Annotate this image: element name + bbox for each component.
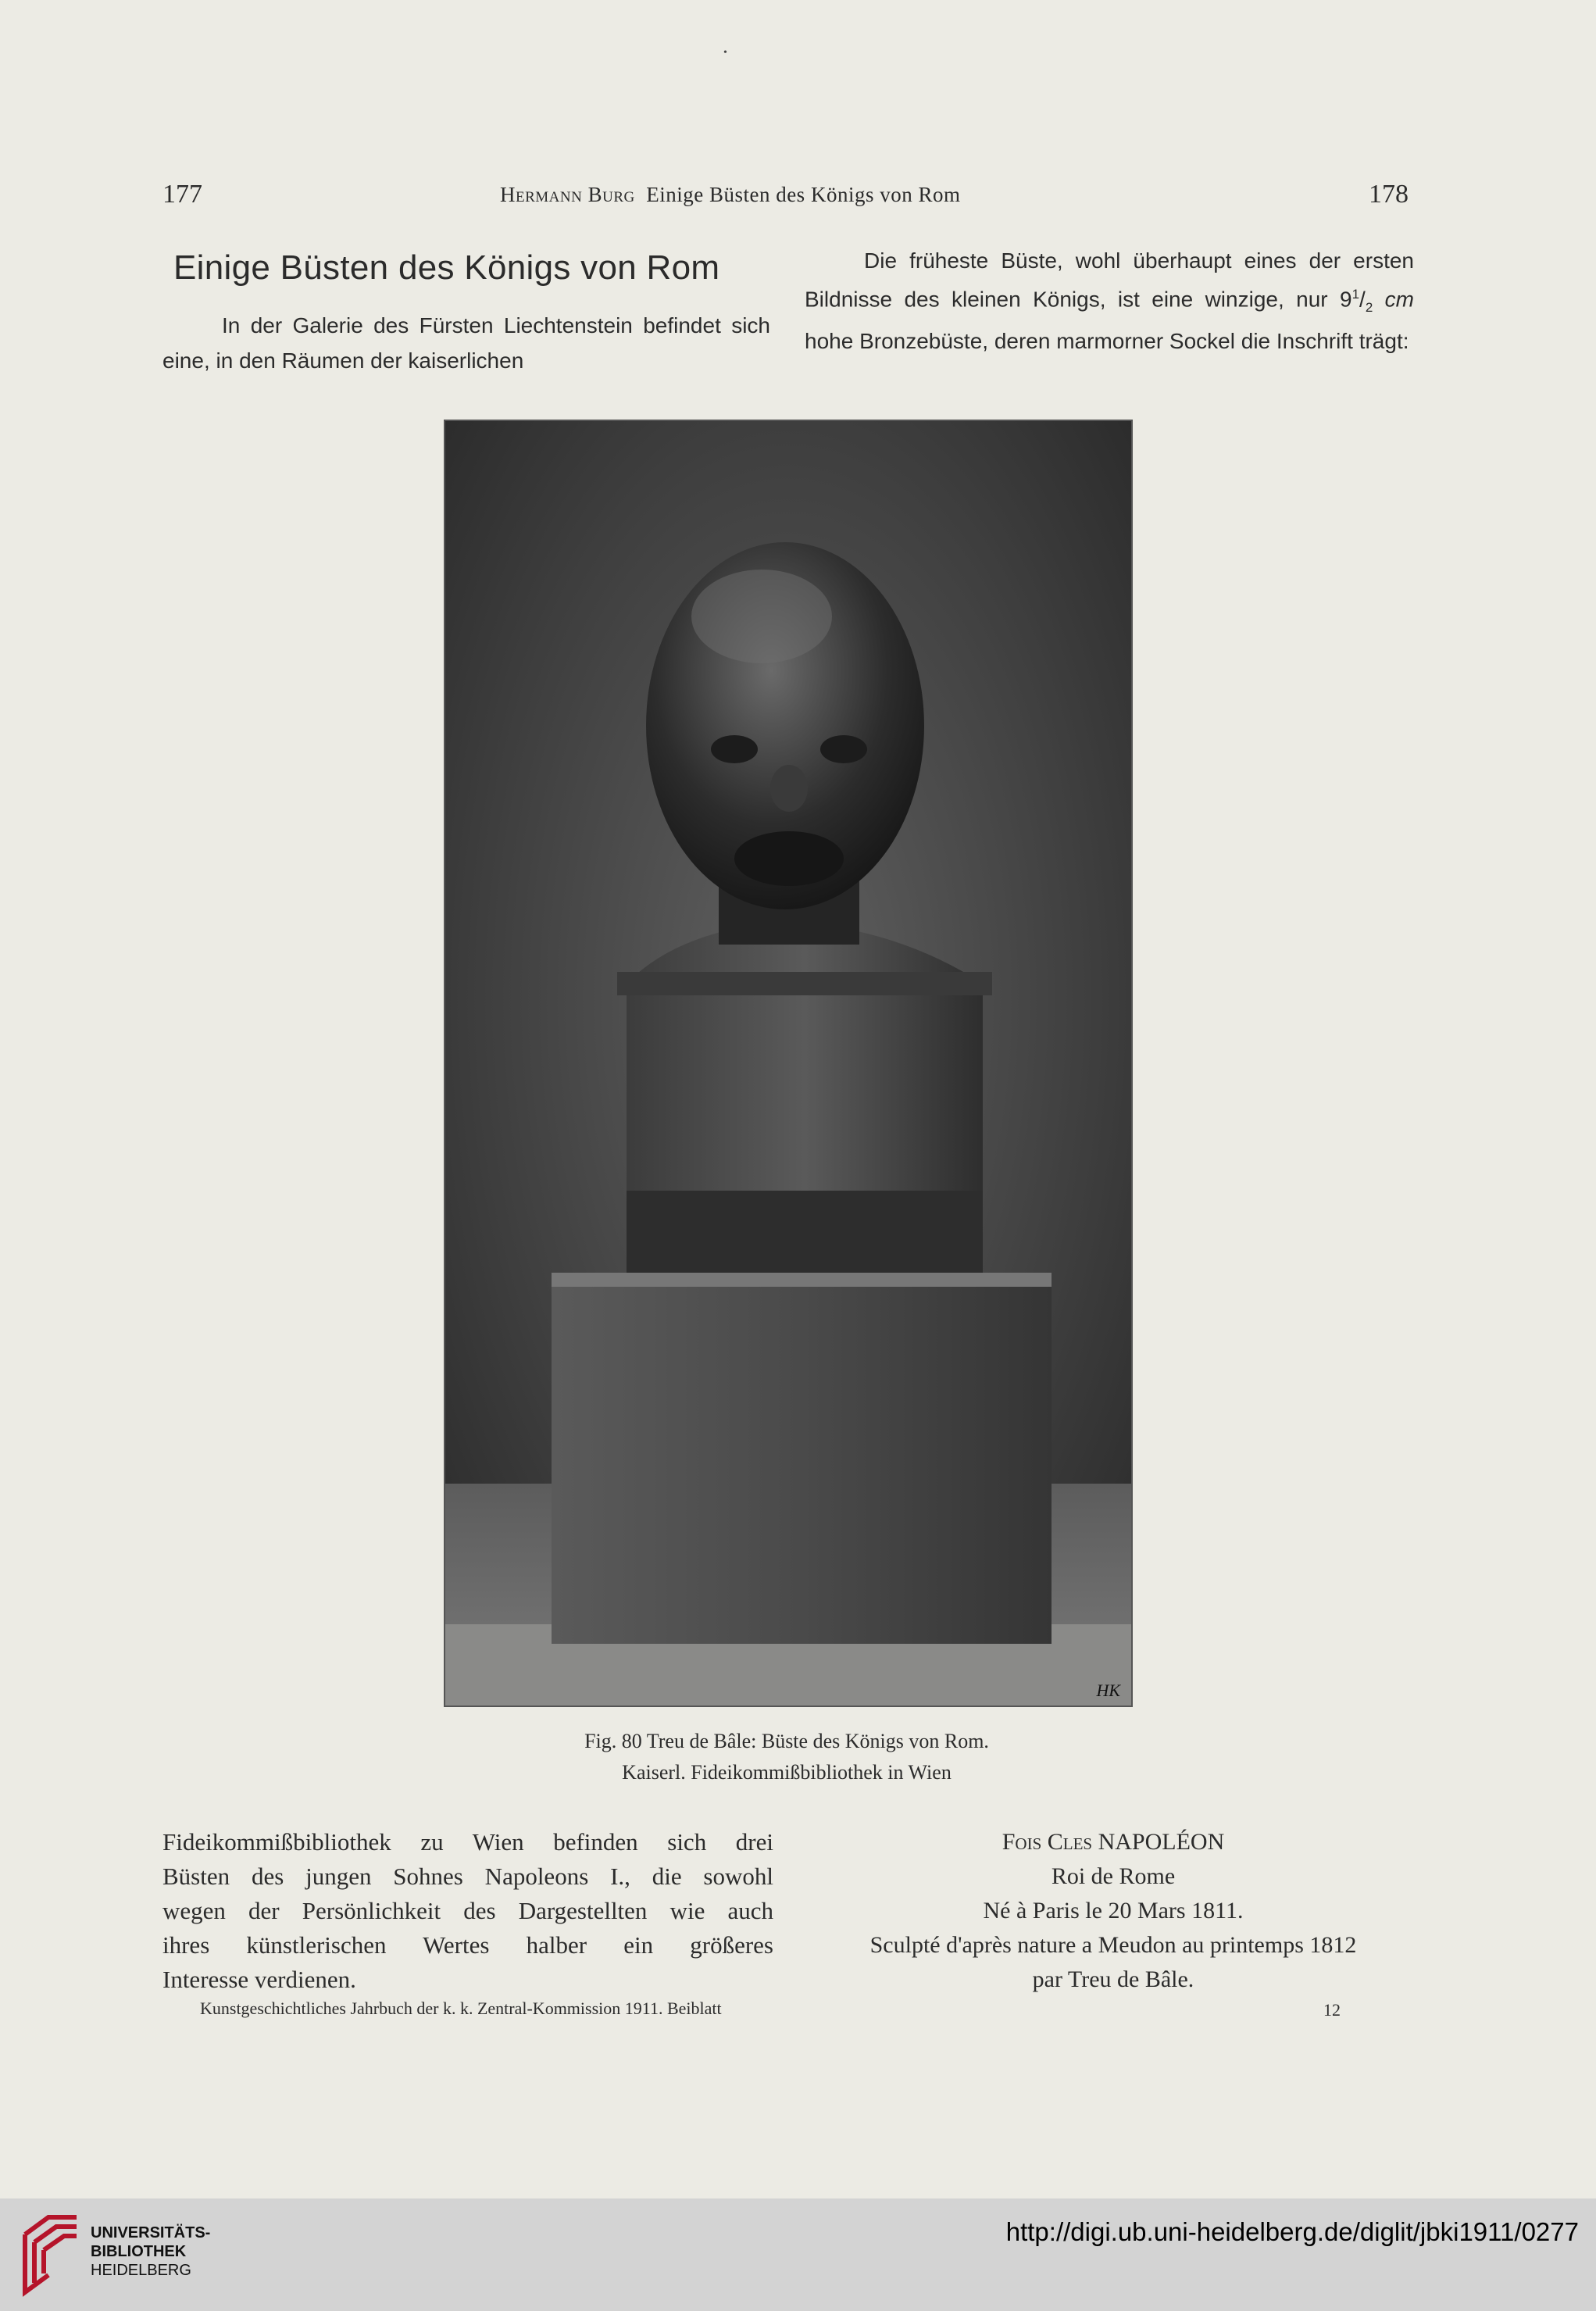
article-heading: Einige Büsten des Königs von Rom: [173, 248, 720, 287]
running-header-author: Hermann Burg: [500, 183, 635, 206]
figure-caption-line2: Kaiserl. Fideikommißbibliothek in Wien: [622, 1761, 952, 1784]
library-name-line1: UNIVERSITÄTS-: [91, 2224, 211, 2241]
left-column-continuation: [162, 1825, 773, 1997]
running-header: [500, 183, 960, 207]
left-bottom-line: Interesse verdienen.: [162, 1966, 356, 1993]
left-column-intro: In der Galerie des Fürsten Liechtenstein befindet sich eine, in den Räumen der kaiserlichen: [162, 313, 770, 373]
scan-dot-mark: •: [723, 47, 727, 59]
bust-photograph: [444, 420, 1133, 1707]
inscription-line5: par Treu de Bâle.: [1032, 1966, 1194, 1992]
figure-caption-line1: Fig. 80 Treu de Bâle: Büste des Königs von Rom.: [584, 1730, 989, 1752]
left-bottom-line: Fideikommißbibliothek zu Wien befinden sich drei: [162, 1828, 773, 1856]
bust-illustration: [445, 421, 1131, 1706]
right-column-intro: Die früheste Büste, wohl überhaupt eines der ersten Bildnisse des kleinen Königs, ist eine winzige, nur $9^1/_2$ cm hohe Bronzebüste, deren marmorner Sockel die Inschrift trägt:: [805, 248, 1414, 353]
left-bottom-line: Büsten des jungen Sohnes Napoleons I., die sowohl: [162, 1863, 773, 1890]
running-header-title: Einige Büsten des Königs von Rom: [646, 183, 961, 206]
inscription-line3: Né à Paris le 20 Mars 1811.: [983, 1898, 1244, 1923]
fraction-denominator: 2: [1365, 299, 1373, 315]
library-logo-icon: [17, 2211, 84, 2298]
page-number-right: 178: [1369, 180, 1409, 209]
library-name-line2: BIBLIOTHEK: [91, 2243, 187, 2260]
library-name: [91, 2223, 210, 2280]
inscription-line4: Sculpté d'après nature a Meudon au printemps 1812: [869, 1932, 1357, 1958]
unit-cm: cm: [1384, 287, 1414, 312]
digital-library-url[interactable]: http://digi.ub.uni-heidelberg.de/diglit/jbki1911/0277: [1005, 2217, 1579, 2246]
photographer-monogram: HK: [1096, 1681, 1120, 1700]
right-intro-text-end: hohe Bronzebüste, deren marmorner Sockel die Inschrift trägt:: [805, 328, 1409, 353]
inscription-block: [805, 1825, 1422, 1997]
library-bar: [0, 2198, 1596, 2311]
inscription-line2: Roi de Rome: [1051, 1863, 1176, 1889]
left-bottom-line: ihres künstlerischen Wertes halber ein größeres: [162, 1931, 773, 1959]
inscription-line1: Fois Cles NAPOLÉON: [1002, 1829, 1225, 1855]
left-bottom-line: wegen der Persönlichkeit des Dargestellten wie auch: [162, 1897, 773, 1924]
publication-footer: Kunstgeschichtliches Jahrbuch der k. k. Zentral-Kommission 1911. Beiblatt: [200, 1998, 722, 2018]
sheet-number: 12: [1323, 2000, 1341, 2020]
fraction-numerator: 1: [1351, 287, 1360, 302]
right-intro-text: Die früheste Büste, wohl überhaupt eines der ersten Bildnisse des kleinen Königs, ist eine winzige, nur 9: [805, 248, 1414, 312]
page-number-left: 177: [162, 180, 202, 209]
library-name-line3: HEIDELBERG: [91, 2262, 191, 2279]
